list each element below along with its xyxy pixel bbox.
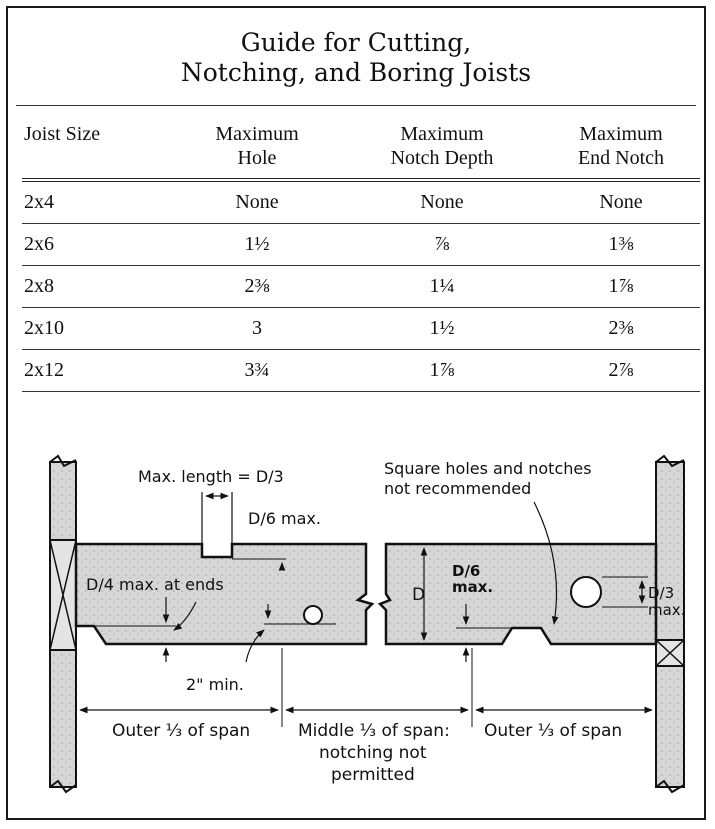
bore-hole-left <box>304 606 322 624</box>
table-row <box>22 266 700 308</box>
cell-max-end-notch: 2⅞ <box>542 350 700 392</box>
cell-max-hole: 2⅜ <box>172 266 342 308</box>
title-divider <box>16 105 696 106</box>
label-square-holes-2: not recommended <box>384 479 532 498</box>
cell-joist-size: 2x4 <box>22 180 172 224</box>
cell-max-notch-depth: 1½ <box>342 308 542 350</box>
cell-joist-size: 2x6 <box>22 224 172 266</box>
title-line-2: Notching, and Boring Joists <box>180 58 532 87</box>
joist-table <box>22 116 700 392</box>
cell-max-hole: 3¾ <box>172 350 342 392</box>
table-header-row <box>22 116 700 180</box>
header-max-notch-depth: Maximum Notch Depth <box>390 123 494 169</box>
label-outer-right: Outer ⅓ of span <box>484 721 623 741</box>
joist-left <box>76 544 372 644</box>
table-row <box>22 224 700 266</box>
cell-max-end-notch: 2⅜ <box>542 308 700 350</box>
header-max-end-notch: Maximum End Notch <box>577 123 665 169</box>
table-row <box>22 180 700 224</box>
title-line-1: Guide for Cutting, <box>240 28 472 57</box>
cell-max-end-notch: 1⅜ <box>542 224 700 266</box>
label-max-length: Max. length = D/3 <box>138 467 284 486</box>
cell-max-end-notch: 1⅞ <box>542 266 700 308</box>
table-row <box>22 308 700 350</box>
label-outer-left: Outer ⅓ of span <box>112 721 251 741</box>
label-d6-max-top: D/6 max. <box>248 509 321 528</box>
guide-panel <box>6 6 706 820</box>
label-middle-1: Middle ⅓ of span: <box>298 721 450 741</box>
cell-max-hole: 1½ <box>172 224 342 266</box>
bore-hole-right <box>571 577 601 607</box>
cell-max-notch-depth: 1¼ <box>342 266 542 308</box>
label-two-min: 2" min. <box>186 675 244 694</box>
left-wall <box>50 456 76 792</box>
joist-diagram <box>36 452 696 797</box>
cell-joist-size: 2x10 <box>22 308 172 350</box>
label-middle-2: notching not <box>319 743 427 763</box>
table-row <box>22 350 700 392</box>
cell-max-hole: None <box>172 180 342 224</box>
page-title <box>8 28 704 88</box>
cell-max-notch-depth: 1⅞ <box>342 350 542 392</box>
cell-max-notch-depth: None <box>342 180 542 224</box>
label-d3-line1: D/3 <box>648 584 675 602</box>
label-middle-3: permitted <box>331 765 415 785</box>
header-joist-size: Joist Size <box>24 123 101 145</box>
label-d6-line2: max. <box>452 578 494 596</box>
header-max-hole: Maximum Hole <box>215 123 299 169</box>
right-wall <box>656 456 684 792</box>
label-d6-line1: D/6 <box>452 562 481 580</box>
label-square-holes-1: Square holes and notches <box>384 459 592 478</box>
label-d3-line2: max. <box>648 601 686 619</box>
cell-max-notch-depth: ⅞ <box>342 224 542 266</box>
cell-joist-size: 2x12 <box>22 350 172 392</box>
cell-max-hole: 3 <box>172 308 342 350</box>
cell-joist-size: 2x8 <box>22 266 172 308</box>
label-d: D <box>412 585 426 605</box>
cell-max-end-notch: None <box>542 180 700 224</box>
label-d4-max-ends: D/4 max. at ends <box>86 575 224 594</box>
